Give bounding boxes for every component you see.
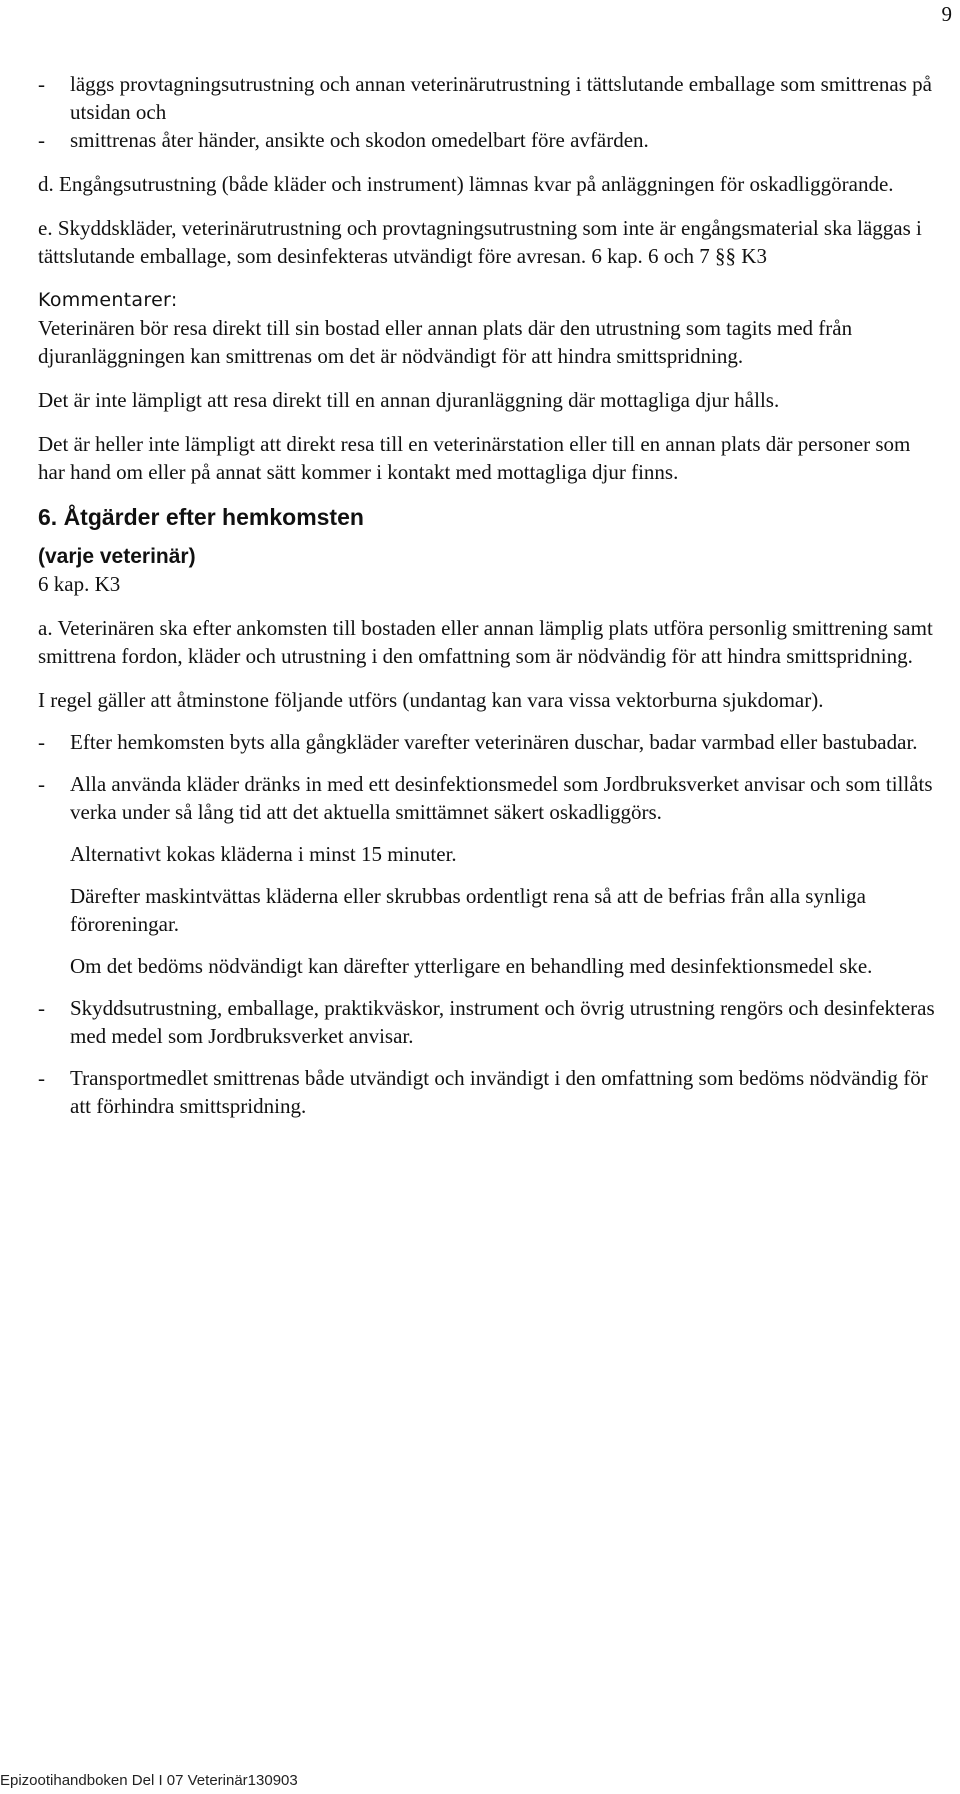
page-number: 9 <box>941 2 952 26</box>
paragraph-d: d. Engångsutrustning (både kläder och instrument) lämnas kvar på anläggningen för oskadliggörande. <box>38 172 894 196</box>
paragraph-a: a. Veterinären ska efter ankomsten till bostaden eller annan lämplig plats utföra personlig smittrening samt smittrena fordon, kläder och utrustning i den omfattning som är nödvändig för att hindra smittspridning. <box>38 616 933 668</box>
list-item-text: Alla använda kläder dränks in med ett desinfektionsmedel som Jordbruksverket anvisar och som tillåts verka under så lång tid att det aktuella smittämnet säkert oskadliggörs. <box>70 772 933 824</box>
comment-paragraph: Veterinären bör resa direkt till sin bostad eller annan plats där den utrustning som tagits med från djuranläggningen kan smittrenas om det är nödvändigt för att hindra smittspridning. <box>38 316 853 368</box>
list-dash: - <box>38 1066 45 1090</box>
sub-paragraph: Om det bedöms nödvändigt kan därefter ytterligare en behandling med desinfektionsmedel ske. <box>70 954 873 978</box>
section-heading: 6. Åtgärder efter hemkomsten <box>38 504 364 530</box>
list-item-text: Transportmedlet smittrenas både utvändigt och invändigt i den omfattning som bedöms nödvändig för att förhindra smittspridning. <box>70 1066 928 1118</box>
list-item <box>38 994 938 1050</box>
sub-paragraph: Därefter maskintvättas kläderna eller skrubbas ordentligt rena så att de befrias från alla synliga föroreningar. <box>70 884 866 936</box>
comment-paragraph: Det är inte lämpligt att resa direkt till en annan djuranläggning där mottagliga djur hålls. <box>38 388 780 412</box>
page-footer: Epizootihandboken Del I 07 Veterinär130903 <box>0 1772 298 1789</box>
list-item <box>38 126 938 154</box>
list-item <box>38 728 938 756</box>
list-item-text: läggs provtagningsutrustning och annan veterinärutrustning i tättslutande emballage som smittrenas på utsidan och <box>70 72 932 124</box>
list-item <box>38 770 938 826</box>
list-dash: - <box>38 128 45 152</box>
sub-paragraph: Alternativt kokas kläderna i minst 15 minuter. <box>70 842 457 866</box>
section-reference: 6 kap. K3 <box>38 572 121 596</box>
list-dash: - <box>38 730 45 754</box>
list-dash: - <box>38 72 45 96</box>
list-item-text: Skyddsutrustning, emballage, praktikväskor, instrument och övrig utrustning rengörs och desinfekteras med medel som Jordbruksverket anvisar. <box>70 996 935 1048</box>
list-item-text: smittrenas åter händer, ansikte och skodon omedelbart före avfärden. <box>70 128 649 152</box>
list-item-text: Efter hemkomsten byts alla gångkläder varefter veterinären duschar, badar varmbad eller bastubadar. <box>70 730 918 754</box>
list-dash: - <box>38 772 45 796</box>
comments-label: Kommentarer: <box>38 289 178 311</box>
paragraph-e: e. Skyddskläder, veterinärutrustning och provtagningsutrustning som inte är engångsmaterial ska läggas i tättslutande emballage, som desinfekteras utvändigt före avresan. 6 kap. 6 och 7 §§ K3 <box>38 216 922 268</box>
section-subheading: (varje veterinär) <box>38 545 196 568</box>
document-body <box>38 70 938 1120</box>
rule-intro: I regel gäller att åtminstone följande utförs (undantag kan vara vissa vektorburna sjukdomar). <box>38 688 824 712</box>
list-item <box>38 1064 938 1120</box>
list-dash: - <box>38 996 45 1020</box>
comment-paragraph: Det är heller inte lämpligt att direkt resa till en veterinärstation eller till en annan plats där personer som har hand om eller på annat sätt kommer i kontakt med mottagliga djur finns. <box>38 432 911 484</box>
list-item <box>38 70 938 126</box>
